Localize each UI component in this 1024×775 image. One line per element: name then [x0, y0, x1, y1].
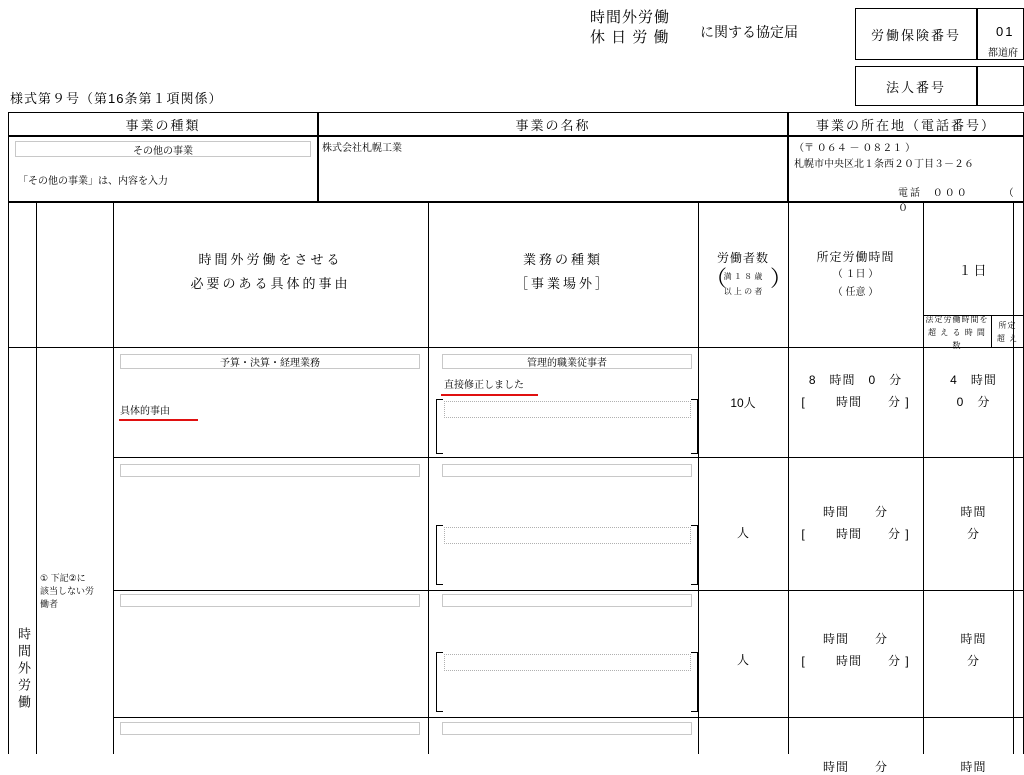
row1-work-type-value-input[interactable]: [444, 401, 691, 418]
form-title-line2: 休 日 労 働: [590, 29, 670, 46]
business-type-input[interactable]: その他の事業: [15, 141, 311, 157]
row3-oneday-legal[interactable]: 時間: [960, 631, 987, 646]
business-postal: （〒 ０６４ － ０８２１ ）: [794, 143, 916, 154]
row2-scheduled-hours-bracket[interactable]: [ 時間 分 ]: [801, 526, 910, 541]
labor-insurance-label: 労働保険番号: [870, 27, 961, 43]
business-address-value[interactable]: 札幌市中央区北１条西２０丁目３－２６: [794, 159, 974, 170]
row3-work-type-header-input[interactable]: [442, 594, 692, 607]
paren-close-decoration: ）: [770, 266, 793, 291]
row4-reason-header-input[interactable]: [120, 722, 420, 735]
side-label-overtime: 時間外労働: [16, 627, 31, 712]
rule-h-row1: [113, 457, 1024, 458]
row1-reason-annotation-underline: [119, 419, 198, 421]
header-scheduled-hours-line2: （ １日 ）: [832, 268, 879, 280]
row1-worker-count[interactable]: 10人: [730, 395, 756, 410]
rule-v6: [923, 202, 924, 754]
tel-label-text: 電話: [898, 188, 922, 199]
business-name-value[interactable]: 株式会社札幌工業: [322, 143, 402, 154]
row2-work-type-value-input[interactable]: [444, 527, 691, 544]
col-header-business-type: 事業の種類: [8, 112, 318, 136]
row4-scheduled-hours[interactable]: 時間 分: [822, 759, 888, 774]
corporate-number-label-box: [855, 66, 977, 106]
header-reason-line2: 必要のある具体的事由: [190, 276, 351, 291]
rule-v1: [36, 202, 37, 754]
category-label-line1: ① 下記②に: [40, 573, 86, 583]
header-work-type-line2: ［事業場外］: [514, 276, 611, 291]
row2-oneday-legal-2[interactable]: 分: [966, 526, 980, 541]
row3-scheduled-hours[interactable]: 時間 分: [822, 631, 888, 646]
row1-oneday-legal-2[interactable]: 0 分: [956, 394, 991, 409]
form-title-line1: 時間外労働: [590, 9, 671, 26]
header-scheduled-hours: [788, 237, 923, 312]
row2-reason-header-input[interactable]: [120, 464, 420, 477]
business-type-hint: 「その他の事業」は、内容を入力: [18, 176, 168, 187]
paren-open-decoration: （: [705, 266, 728, 291]
row3-work-type-value-input[interactable]: [444, 654, 691, 671]
header-work-type-line1: 業務の種類: [522, 252, 603, 267]
tel-number-2: （ ０: [898, 188, 1016, 214]
labor-insurance-label-box: [855, 8, 977, 60]
rule-h-row2: [113, 590, 1024, 591]
rule-v7: [1013, 202, 1014, 754]
row1-oneday-legal[interactable]: 4 時間: [950, 372, 997, 387]
col-header-business-address: 事業の所在地（電話番号）: [788, 112, 1024, 136]
prefecture-label: 都道府: [988, 48, 1018, 59]
col-header-business-name: 事業の名称: [318, 112, 788, 136]
header-legal-over-line1: 法定労働時間を: [925, 314, 989, 324]
header-scheduled-over-line2: 超 え: [996, 334, 1019, 343]
row3-oneday-legal-2[interactable]: 分: [966, 653, 980, 668]
header-scheduled-over-line1: 所定: [998, 321, 1017, 330]
row1-scheduled-hours[interactable]: 8 時間 0 分: [808, 372, 903, 387]
row4-oneday-legal[interactable]: 時間: [960, 759, 987, 774]
row2-work-type-header-input[interactable]: [442, 464, 692, 477]
row3-reason-header-input[interactable]: [120, 594, 420, 607]
category-label: [40, 572, 110, 611]
labor-insurance-value: 01: [996, 24, 1015, 39]
row2-scheduled-hours[interactable]: 時間 分: [822, 504, 888, 519]
row1-work-type-annotation-underline: [441, 394, 538, 396]
row1-scheduled-hours-bracket[interactable]: [ 時間 分 ]: [801, 394, 910, 409]
form-title-suffix: に関する協定届: [700, 24, 798, 40]
header-legal-over-line2: 超 え る 時 間 数: [928, 327, 986, 350]
rule-h-header: [8, 347, 1024, 348]
header-worker-count-line2: 満 １ ８ 歳: [723, 271, 763, 281]
row2-worker-count[interactable]: 人: [736, 525, 749, 540]
corporate-number-label: 法人番号: [885, 79, 946, 95]
category-label-line2: 該当しない労: [40, 586, 95, 596]
row3-worker-count[interactable]: 人: [736, 652, 749, 667]
header-reason: [113, 242, 428, 302]
header-one-day: １日: [958, 262, 989, 278]
header-work-type: [428, 242, 698, 302]
header-scheduled-hours-line3: （ 任意 ）: [832, 286, 879, 298]
header-worker-count-line1: 労働者数: [716, 250, 769, 265]
rule-h-row3: [113, 717, 1024, 718]
form-title: [590, 8, 840, 48]
header-legal-over: [923, 314, 991, 350]
header-reason-line1: 時間外労働をさせる: [198, 252, 343, 267]
tel-number-1: ０００: [932, 188, 969, 199]
row3-scheduled-hours-bracket[interactable]: [ 時間 分 ]: [801, 653, 910, 668]
row1-work-type-annotation: 直接修正しました: [444, 380, 524, 391]
category-label-line3: 働者: [40, 599, 59, 609]
header-worker-count-line3: 以 上 の 者: [723, 286, 763, 296]
corporate-number-value-box[interactable]: [977, 66, 1024, 106]
row2-oneday-legal[interactable]: 時間: [960, 504, 987, 519]
row1-reason-header-input[interactable]: 予算・決算・経理業務: [120, 354, 420, 369]
form-number: 様式第９号（第16条第１項関係）: [10, 91, 223, 106]
row1-reason-annotation: 具体的事由: [120, 406, 170, 417]
row4-work-type-header-input[interactable]: [442, 722, 692, 735]
header-scheduled-over: [991, 317, 1024, 347]
header-scheduled-hours-line1: 所定労働時間: [816, 249, 895, 264]
row1-work-type-header-input[interactable]: 管理的職業従事者: [442, 354, 692, 369]
